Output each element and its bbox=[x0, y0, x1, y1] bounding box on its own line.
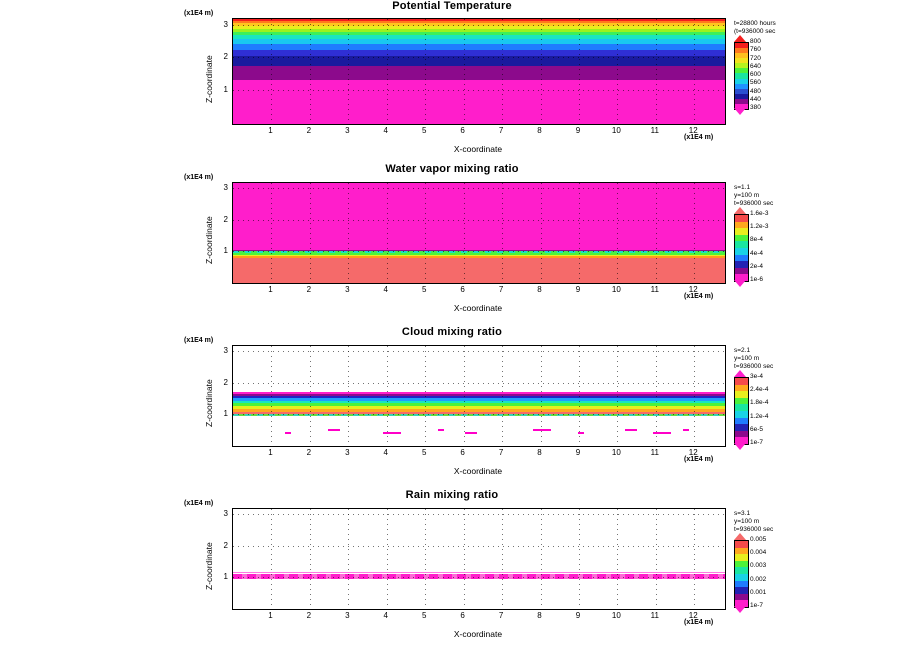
colorbar-seg-1-7 bbox=[735, 68, 748, 73]
colorbar-seg-4-3 bbox=[735, 581, 748, 588]
colorbar-seg-1-12 bbox=[735, 43, 748, 48]
colorbar-seg-2-8 bbox=[735, 222, 748, 229]
x-tick-2-7: 8 bbox=[537, 285, 542, 294]
band-3-8 bbox=[233, 394, 725, 396]
x-tick-2-8: 9 bbox=[575, 285, 581, 294]
colorbar-arrow-up-1 bbox=[734, 35, 746, 42]
band-1-9 bbox=[233, 26, 725, 29]
x-tick-4-7: 8 bbox=[537, 611, 542, 620]
colorbar-seg-2-6 bbox=[735, 235, 748, 242]
x-tick-4-1: 2 bbox=[306, 611, 312, 620]
gridline-v-1-8 bbox=[579, 19, 580, 124]
colorbar-seg-2-4 bbox=[735, 248, 748, 255]
gridline-h-3-1 bbox=[233, 383, 725, 384]
band-1-4 bbox=[233, 44, 725, 50]
x-tick-4-9: 10 bbox=[611, 611, 621, 620]
y-tick-1-2: 3 bbox=[223, 19, 228, 29]
x-tick-1-2: 3 bbox=[345, 126, 350, 135]
speckle-3-5 bbox=[533, 429, 551, 431]
x-tick-2-1: 2 bbox=[306, 285, 312, 294]
band-3-3 bbox=[233, 406, 725, 409]
band-2-8 bbox=[233, 183, 725, 250]
plot-area-1 bbox=[232, 18, 726, 125]
gridline-v-2-8 bbox=[579, 183, 580, 283]
colorbar-seg-4-8 bbox=[735, 548, 748, 555]
colorbar-seg-1-10 bbox=[735, 53, 748, 58]
gridline-v-1-2 bbox=[348, 19, 349, 124]
band-1-7 bbox=[233, 32, 725, 35]
colorbar-seg-4-5 bbox=[735, 567, 748, 574]
x-axis-label-3: X-coordinate bbox=[453, 466, 503, 476]
colorbar-tick-1-5: 560 bbox=[750, 79, 761, 87]
y-tick-4-1: 2 bbox=[223, 540, 228, 550]
x-tick-2-3: 4 bbox=[383, 285, 388, 294]
gridline-v-2-0 bbox=[271, 183, 272, 283]
chart-title-4: Rain mixing ratio bbox=[405, 489, 499, 501]
x-tick-2-10: 11 bbox=[650, 285, 659, 294]
colorbar-seg-1-3 bbox=[735, 89, 748, 94]
band-2-2 bbox=[233, 255, 725, 256]
gridline-v-4-4 bbox=[425, 509, 426, 609]
colorbar-tick-2-0: 1.6e-3 bbox=[750, 210, 769, 217]
gridline-v-2-5 bbox=[464, 183, 465, 283]
colorbar-seg-4-1 bbox=[735, 594, 748, 601]
band-1-5 bbox=[233, 39, 725, 44]
x-tick-3-0: 1 bbox=[268, 448, 273, 457]
band-2-0 bbox=[233, 258, 725, 284]
gridline-v-3-3 bbox=[387, 346, 388, 446]
gridline-v-2-3 bbox=[387, 183, 388, 283]
gridline-v-4-10 bbox=[656, 509, 657, 609]
colorbar-tick-3-0: 3e-4 bbox=[750, 373, 764, 380]
colorbar-seg-3-9 bbox=[735, 378, 748, 385]
colorbar-tick-2-4: 2e-4 bbox=[750, 262, 764, 270]
y-axis-unit-3: (x1E4 m) bbox=[184, 337, 214, 344]
colorbar-seg-3-8 bbox=[735, 385, 748, 392]
colorbar-tick-4-4: 0.001 bbox=[750, 588, 767, 596]
color-bands-3 bbox=[233, 346, 725, 446]
colorbar-arrow-up-3 bbox=[734, 370, 746, 377]
x-tick-2-4: 5 bbox=[421, 285, 427, 294]
gridline-v-4-1 bbox=[310, 509, 311, 609]
colorbar-seg-2-9 bbox=[735, 215, 748, 222]
y-tick-3-0: 1 bbox=[223, 408, 228, 418]
gridline-v-4-6 bbox=[502, 509, 503, 609]
annotation-2-1: y=100 m bbox=[734, 192, 760, 199]
x-tick-3-5: 6 bbox=[460, 448, 465, 457]
colorbar-seg-3-4 bbox=[735, 411, 748, 418]
colorbar-seg-4-6 bbox=[735, 561, 748, 568]
gridline-v-2-9 bbox=[617, 183, 618, 283]
band-4-0 bbox=[233, 579, 725, 609]
x-tick-4-10: 11 bbox=[650, 611, 659, 620]
band-2-1 bbox=[233, 256, 725, 258]
plot-area-4 bbox=[232, 508, 726, 610]
colorbar-arrow-up-4 bbox=[734, 533, 746, 540]
x-tick-3-10: 11 bbox=[650, 448, 659, 457]
x-tick-2-0: 1 bbox=[268, 285, 273, 294]
x-tick-1-10: 11 bbox=[650, 126, 659, 135]
band-1-3 bbox=[233, 50, 725, 56]
y-tick-2-2: 3 bbox=[223, 183, 228, 193]
gridline-v-2-2 bbox=[348, 183, 349, 283]
gridline-v-2-11 bbox=[694, 183, 695, 283]
annotation-3-0: s=2.1 bbox=[734, 347, 751, 354]
x-tick-1-9: 10 bbox=[611, 126, 621, 135]
x-tick-1-7: 8 bbox=[537, 126, 542, 135]
y-axis-label-3: Z-coordinate bbox=[204, 379, 214, 427]
gridline-v-4-5 bbox=[464, 509, 465, 609]
colorbar-bar-3 bbox=[734, 377, 749, 445]
y-tick-3-2: 3 bbox=[223, 346, 228, 356]
colorbar-seg-3-7 bbox=[735, 391, 748, 398]
x-tick-1-11: 12 bbox=[688, 126, 698, 135]
gridline-v-2-7 bbox=[541, 183, 542, 283]
colorbar-seg-3-3 bbox=[735, 418, 748, 425]
gridline-v-2-4 bbox=[425, 183, 426, 283]
band-3-10 bbox=[233, 346, 725, 392]
chart-title-1: Potential Temperature bbox=[392, 0, 512, 12]
gridline-h-3-2 bbox=[233, 351, 725, 352]
x-tick-4-8: 9 bbox=[575, 611, 581, 620]
plot-area-3 bbox=[232, 345, 726, 447]
colorbar-seg-1-1 bbox=[735, 99, 748, 104]
gridline-v-3-1 bbox=[310, 346, 311, 446]
colorbar-seg-3-5 bbox=[735, 404, 748, 411]
colorbar-tick-1-6: 480 bbox=[750, 87, 761, 95]
gridline-v-1-11 bbox=[694, 19, 695, 124]
colorbar-seg-2-3 bbox=[735, 255, 748, 262]
y-tick-4-2: 3 bbox=[223, 509, 228, 519]
colorbar-tick-2-1: 1.2e-3 bbox=[750, 223, 769, 231]
colorbar-tick-3-3: 1.2e-4 bbox=[750, 412, 769, 420]
gridline-v-3-9 bbox=[617, 346, 618, 446]
gridline-h-2-0 bbox=[233, 251, 725, 252]
x-axis-unit-1: (x1E4 m) bbox=[684, 134, 714, 141]
band-3-2 bbox=[233, 409, 725, 412]
colorbar-seg-1-9 bbox=[735, 58, 748, 63]
x-tick-4-11: 12 bbox=[688, 611, 698, 620]
gridline-h-4-0 bbox=[233, 577, 725, 578]
y-axis-label-4: Z-coordinate bbox=[204, 542, 214, 590]
x-tick-1-6: 7 bbox=[498, 126, 504, 135]
colorbar-seg-1-5 bbox=[735, 79, 748, 84]
x-tick-4-5: 6 bbox=[460, 611, 465, 620]
x-tick-2-11: 12 bbox=[688, 285, 698, 294]
y-tick-4-0: 1 bbox=[223, 571, 228, 581]
gridline-h-2-1 bbox=[233, 220, 725, 221]
colorbar-tick-2-2: 8e-4 bbox=[750, 236, 764, 244]
chart-title-3: Cloud mixing ratio bbox=[401, 326, 503, 338]
x-tick-2-2: 3 bbox=[345, 285, 350, 294]
x-tick-4-6: 7 bbox=[498, 611, 504, 620]
x-tick-1-0: 1 bbox=[268, 126, 273, 135]
colorbar-seg-4-7 bbox=[735, 554, 748, 561]
plot-area-2 bbox=[232, 182, 726, 284]
colorbar-seg-1-4 bbox=[735, 84, 748, 89]
x-axis-label-1: X-coordinate bbox=[453, 144, 503, 154]
x-tick-2-5: 6 bbox=[460, 285, 465, 294]
gridline-v-3-4 bbox=[425, 346, 426, 446]
colorbar-bar-2 bbox=[734, 214, 749, 282]
color-bands-4 bbox=[233, 509, 725, 609]
x-axis-label-4: X-coordinate bbox=[453, 629, 503, 639]
colorbar-seg-4-9 bbox=[735, 541, 748, 548]
colorbar-seg-1-2 bbox=[735, 94, 748, 99]
colorbar-arrow-down-4 bbox=[734, 606, 746, 613]
speckle-3-4 bbox=[465, 432, 477, 434]
gridline-v-1-5 bbox=[464, 19, 465, 124]
gridline-v-1-1 bbox=[310, 19, 311, 124]
x-tick-1-4: 5 bbox=[421, 126, 427, 135]
colorbar-arrow-down-3 bbox=[734, 443, 746, 450]
speckle-3-1 bbox=[328, 429, 340, 431]
colorbar-arrow-down-1 bbox=[734, 108, 746, 115]
colorbar-seg-4-2 bbox=[735, 587, 748, 594]
band-1-12 bbox=[233, 19, 725, 21]
band-3-5 bbox=[233, 401, 725, 403]
gridline-h-4-1 bbox=[233, 546, 725, 547]
colorbar-tick-3-5: 1e-7 bbox=[750, 439, 764, 446]
gridline-v-1-9 bbox=[617, 19, 618, 124]
gridline-v-3-5 bbox=[464, 346, 465, 446]
colorbar-tick-2-5: 1e-6 bbox=[750, 276, 764, 283]
gridline-v-4-3 bbox=[387, 509, 388, 609]
gridline-h-2-2 bbox=[233, 188, 725, 189]
x-tick-3-7: 8 bbox=[537, 448, 542, 457]
annotation-4-1: y=100 m bbox=[734, 518, 760, 525]
gridline-v-4-0 bbox=[271, 509, 272, 609]
x-tick-2-6: 7 bbox=[498, 285, 504, 294]
x-tick-3-8: 9 bbox=[575, 448, 581, 457]
gridline-v-3-11 bbox=[694, 346, 695, 446]
colorbar-tick-3-1: 2.4e-4 bbox=[750, 386, 769, 394]
colorbar-seg-2-2 bbox=[735, 261, 748, 268]
speckle-3-2 bbox=[383, 432, 401, 434]
gridline-h-4-2 bbox=[233, 514, 725, 515]
colorbar-seg-3-2 bbox=[735, 424, 748, 431]
x-tick-4-0: 1 bbox=[268, 611, 273, 620]
gridline-v-3-7 bbox=[541, 346, 542, 446]
band-1-8 bbox=[233, 29, 725, 32]
y-axis-unit-1: (x1E4 m) bbox=[184, 10, 214, 17]
gridline-v-4-8 bbox=[579, 509, 580, 609]
colorbar-seg-2-1 bbox=[735, 268, 748, 275]
colorbar-arrow-down-2 bbox=[734, 280, 746, 287]
gridline-v-1-4 bbox=[425, 19, 426, 124]
annotation-3-1: y=100 m bbox=[734, 355, 760, 362]
band-3-9 bbox=[233, 392, 725, 395]
speckle-3-9 bbox=[683, 429, 689, 431]
band-3-4 bbox=[233, 403, 725, 406]
band-3-0 bbox=[233, 416, 725, 446]
x-tick-1-8: 9 bbox=[575, 126, 581, 135]
x-tick-4-3: 4 bbox=[383, 611, 388, 620]
colorbar-seg-1-6 bbox=[735, 73, 748, 78]
x-tick-3-3: 4 bbox=[383, 448, 388, 457]
y-axis-unit-4: (x1E4 m) bbox=[184, 500, 214, 507]
gridline-v-1-6 bbox=[502, 19, 503, 124]
rain-band-edge-4 bbox=[233, 572, 725, 573]
gridline-v-4-9 bbox=[617, 509, 618, 609]
y-tick-2-1: 2 bbox=[223, 214, 228, 224]
x-tick-1-3: 4 bbox=[383, 126, 388, 135]
gridline-v-3-8 bbox=[579, 346, 580, 446]
colorbar-tick-3-2: 1.8e-4 bbox=[750, 399, 769, 407]
gridline-h-1-0 bbox=[233, 90, 725, 91]
x-tick-3-9: 10 bbox=[611, 448, 621, 457]
colorbar-tick-1-2: 720 bbox=[750, 54, 761, 62]
colorbar-arrow-up-2 bbox=[734, 207, 746, 214]
colorbar-tick-1-8: 380 bbox=[750, 104, 761, 111]
speckle-3-7 bbox=[625, 429, 637, 431]
colorbar-bar-1 bbox=[734, 42, 749, 110]
y-axis-label-2: Z-coordinate bbox=[204, 216, 214, 264]
colorbar-seg-1-8 bbox=[735, 63, 748, 68]
y-axis-unit-2: (x1E4 m) bbox=[184, 174, 214, 181]
colorbar-seg-4-4 bbox=[735, 574, 748, 581]
x-axis-label-2: X-coordinate bbox=[453, 303, 503, 313]
colorbar-seg-3-6 bbox=[735, 398, 748, 405]
colorbar-seg-2-7 bbox=[735, 228, 748, 235]
colorbar-tick-1-4: 600 bbox=[750, 71, 761, 78]
band-3-7 bbox=[233, 396, 725, 398]
speckle-3-0 bbox=[285, 432, 291, 434]
band-3-6 bbox=[233, 398, 725, 400]
colorbar-tick-4-5: 1e-7 bbox=[750, 602, 764, 609]
band-1-0 bbox=[233, 80, 725, 124]
colorbar-tick-2-3: 4e-4 bbox=[750, 249, 764, 257]
gridline-v-3-10 bbox=[656, 346, 657, 446]
gridline-v-3-0 bbox=[271, 346, 272, 446]
gridline-v-3-6 bbox=[502, 346, 503, 446]
x-tick-3-11: 12 bbox=[688, 448, 698, 457]
y-tick-1-0: 1 bbox=[223, 85, 228, 95]
x-axis-unit-4: (x1E4 m) bbox=[684, 619, 714, 626]
gridline-v-4-2 bbox=[348, 509, 349, 609]
annotation-4-2: t=936000 sec bbox=[734, 526, 774, 533]
annotation-2-0: s=1.1 bbox=[734, 184, 751, 191]
colorbar-bar-4 bbox=[734, 540, 749, 608]
y-axis-label-1: Z-coordinate bbox=[204, 54, 214, 103]
gridline-v-4-11 bbox=[694, 509, 695, 609]
annotation-1-1: (t=936000 sec bbox=[734, 28, 776, 35]
colorbar-seg-1-11 bbox=[735, 48, 748, 53]
gridline-h-3-0 bbox=[233, 414, 725, 415]
band-1-1 bbox=[233, 66, 725, 80]
band-4-2 bbox=[233, 509, 725, 575]
x-axis-unit-3: (x1E4 m) bbox=[684, 456, 714, 463]
gridline-v-1-3 bbox=[387, 19, 388, 124]
colorbar-tick-1-1: 760 bbox=[750, 46, 761, 54]
colorbar-tick-4-2: 0.003 bbox=[750, 562, 767, 570]
gridline-h-1-2 bbox=[233, 25, 725, 26]
x-axis-unit-2: (x1E4 m) bbox=[684, 293, 714, 300]
gridline-v-2-6 bbox=[502, 183, 503, 283]
annotation-3-2: t=936000 sec bbox=[734, 363, 774, 370]
annotation-1-0: t=28800 hours bbox=[734, 20, 776, 27]
color-bands-1 bbox=[233, 19, 725, 124]
band-1-11 bbox=[233, 21, 725, 23]
y-tick-1-1: 2 bbox=[223, 52, 228, 62]
gridline-h-1-1 bbox=[233, 57, 725, 58]
x-tick-1-1: 2 bbox=[306, 126, 312, 135]
gridline-v-3-2 bbox=[348, 346, 349, 446]
colorbar-tick-1-7: 440 bbox=[750, 95, 761, 103]
colorbar-seg-2-5 bbox=[735, 241, 748, 248]
colorbar-tick-1-3: 640 bbox=[750, 62, 761, 70]
colorbar-tick-4-1: 0.004 bbox=[750, 549, 767, 557]
x-tick-2-9: 10 bbox=[611, 285, 621, 294]
colorbar-tick-4-0: 0.005 bbox=[750, 536, 767, 543]
x-tick-4-2: 3 bbox=[345, 611, 350, 620]
band-1-6 bbox=[233, 35, 725, 39]
gridline-v-4-7 bbox=[541, 509, 542, 609]
gridline-v-2-10 bbox=[656, 183, 657, 283]
x-tick-3-2: 3 bbox=[345, 448, 350, 457]
colorbar-tick-1-0: 800 bbox=[750, 38, 761, 45]
y-tick-3-1: 2 bbox=[223, 377, 228, 387]
gridline-v-1-7 bbox=[541, 19, 542, 124]
band-2-3 bbox=[233, 253, 725, 254]
speckle-3-3 bbox=[438, 429, 444, 431]
color-bands-2 bbox=[233, 183, 725, 283]
x-tick-3-6: 7 bbox=[498, 448, 504, 457]
gridline-v-1-10 bbox=[656, 19, 657, 124]
x-tick-3-4: 5 bbox=[421, 448, 427, 457]
gridline-v-2-1 bbox=[310, 183, 311, 283]
colorbar-seg-3-1 bbox=[735, 431, 748, 438]
colorbar-tick-4-3: 0.002 bbox=[750, 575, 767, 583]
y-tick-2-0: 1 bbox=[223, 245, 228, 255]
annotation-2-2: t=936000 sec bbox=[734, 200, 774, 207]
colorbar-tick-3-4: 6e-5 bbox=[750, 425, 764, 433]
annotation-4-0: s=3.1 bbox=[734, 510, 751, 517]
x-tick-3-1: 2 bbox=[306, 448, 312, 457]
gridline-v-1-0 bbox=[271, 19, 272, 124]
x-tick-4-4: 5 bbox=[421, 611, 427, 620]
chart-title-2: Water vapor mixing ratio bbox=[385, 163, 519, 175]
x-tick-1-5: 6 bbox=[460, 126, 465, 135]
